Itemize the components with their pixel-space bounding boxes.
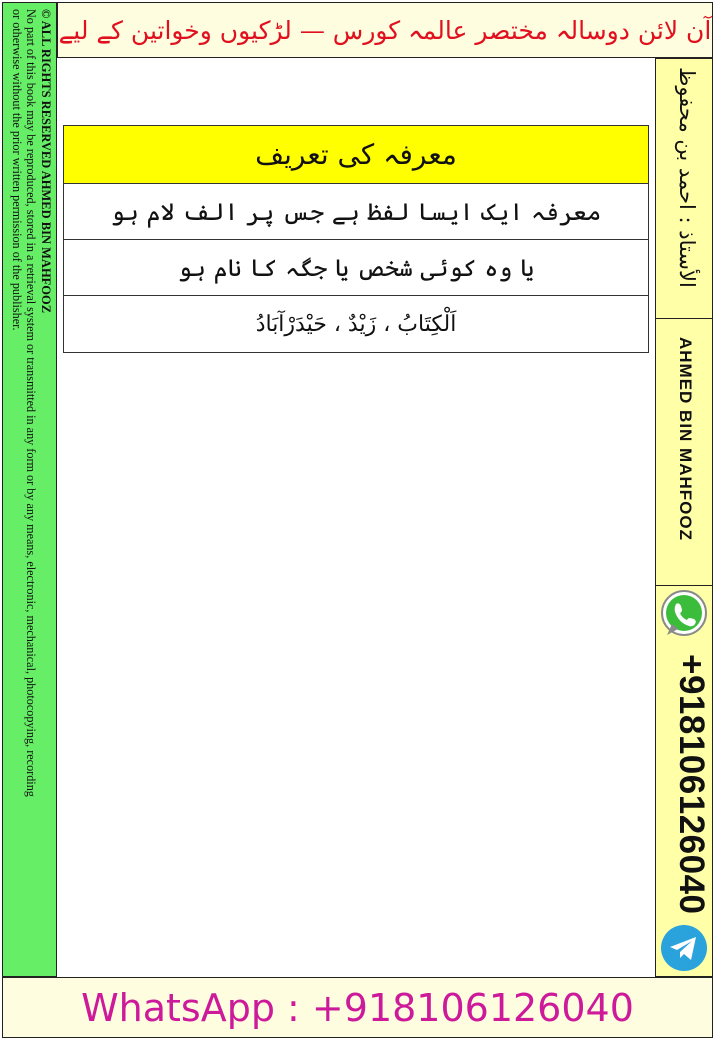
header-title: آن لائن دوسالہ مختصر عالمہ کورس — لڑکیوں وخواتین کے لیے [58,15,712,45]
footer-whatsapp-text[interactable]: WhatsApp : +918106126040 [81,985,634,1030]
copyright-line-1: No part of this book may be reproduced, stored in a retrieval system or transmitted in any form or by any means, electronic, mechanical, photocopying, recording [24,9,38,797]
author-section [655,319,713,586]
page-footer [2,977,713,1038]
author-name: AHMED BIN MAHFOOZ [675,337,695,541]
table-title: معرفہ کی تعریف [64,126,648,184]
copyright-title: © ALL RIGHTS RESERVED AHMED BIN MAHFOOZ [39,9,53,314]
definition-table [63,125,649,353]
copyright-strip [2,2,57,977]
teacher-label: الأستاذ : احمد بن محفوظ [674,67,699,288]
whatsapp-icon[interactable] [659,589,709,639]
author-sidebar [655,58,713,977]
page-header [57,2,713,58]
phone-number: +918106126040 [672,654,711,915]
table-row: معرفہ ایک ایسا لفظ ہے جس پر الف لام ہو [64,184,648,240]
copyright-line-2: or otherwise without the prior written permission of the publisher. [10,9,24,331]
teacher-section [655,59,713,319]
table-row: یا وہ کوئی شخص یا جگہ کا نام ہو [64,240,648,296]
table-row: اَلْکِتَابُ ، زَیْدٌ ، حَیْدَرْآبَادُ [255,311,457,337]
contact-section [656,586,712,978]
telegram-icon[interactable] [659,923,709,973]
